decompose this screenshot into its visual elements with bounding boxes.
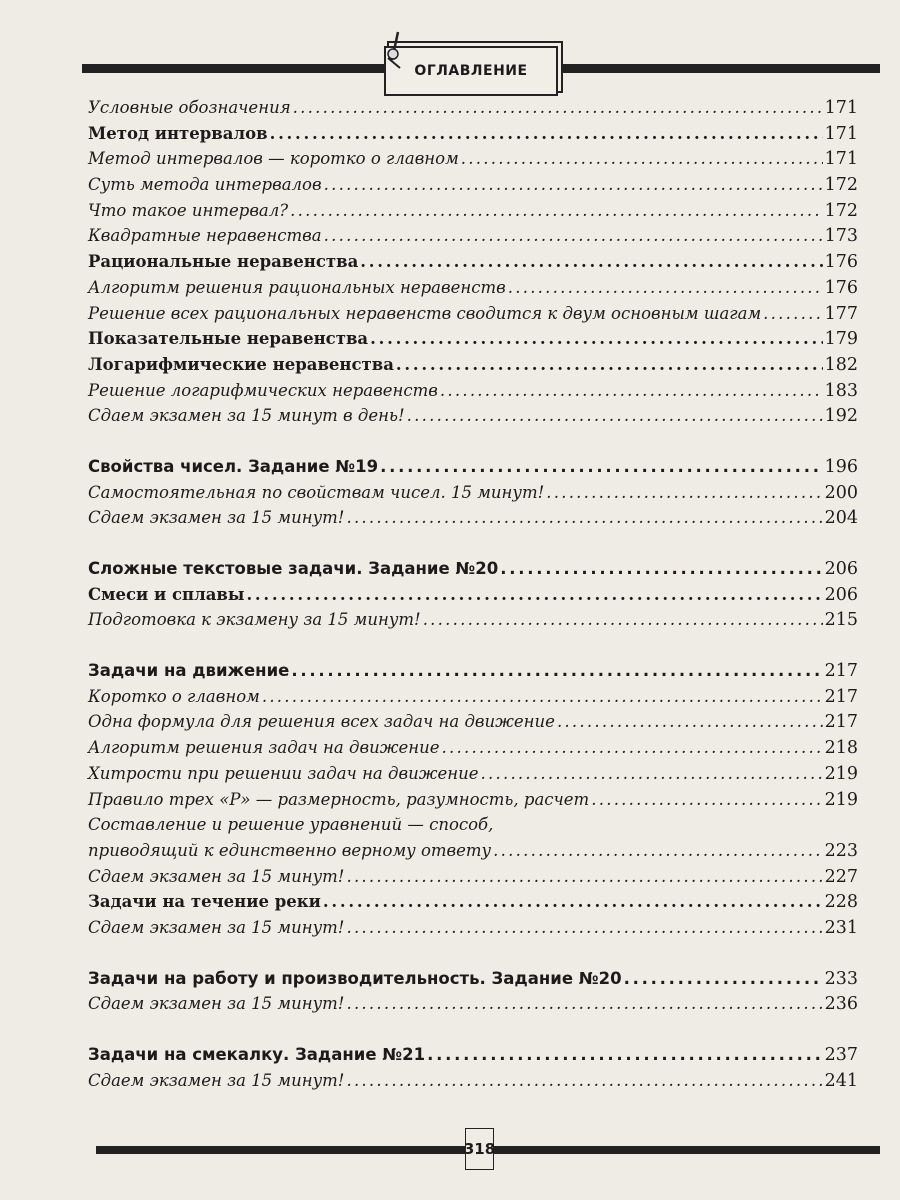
toc-section (88, 661, 858, 944)
toc-entry-page: 204 (824, 508, 858, 529)
toc-entry-page: 227 (824, 866, 858, 887)
toc-entry[interactable] (88, 867, 858, 893)
toc-entry[interactable] (88, 661, 858, 687)
toc-entry-title: Правило трех «Р» — размерность, разумность, расчет (88, 789, 590, 809)
dot-leader (440, 381, 823, 400)
toc-section (88, 457, 858, 534)
toc-entry-page: 228 (824, 892, 858, 913)
toc-entry-page: 171 (824, 98, 858, 118)
toc-entry-title: Сложные текстовые задачи. Задание №20 (88, 559, 499, 578)
toc-section (88, 969, 858, 1020)
toc-entry-title: Сдаем экзамен за 15 минут! (88, 994, 345, 1014)
toc-entry-title: Смеси и сплавы (88, 584, 245, 604)
toc-entry-title: Суть метода интервалов (88, 175, 322, 195)
dot-leader (346, 994, 822, 1013)
dot-leader (370, 329, 822, 348)
toc-entry-page: 223 (824, 840, 858, 861)
section-title-box (384, 46, 558, 96)
toc-entry[interactable] (88, 304, 858, 330)
toc-entry-title: Задачи на движение (88, 661, 290, 681)
toc-entry[interactable] (88, 508, 858, 534)
toc-entry-page: 171 (824, 123, 858, 144)
toc-entry-page: 171 (824, 149, 858, 170)
toc-entry[interactable] (88, 1045, 858, 1071)
dot-leader (763, 304, 822, 323)
dot-leader (324, 226, 823, 245)
dot-leader (323, 892, 823, 911)
dot-leader (346, 508, 822, 527)
toc-entry[interactable] (88, 457, 858, 483)
dot-leader (262, 687, 823, 706)
dot-leader (557, 712, 823, 731)
dot-leader (480, 764, 822, 783)
dot-leader (508, 278, 823, 297)
page-number-box (465, 1128, 494, 1170)
dot-leader (293, 98, 823, 117)
dot-leader (396, 355, 823, 374)
toc-entry-title: Сдаем экзамен за 15 минут в день! (88, 406, 405, 426)
toc-entry-title: приводящий к единственно верному ответу (88, 840, 492, 860)
toc-entry-title: Задачи на течение реки (88, 892, 321, 912)
toc-entry-title: Метод интервалов (88, 123, 268, 143)
toc-entry-page: 172 (824, 200, 858, 221)
toc-entry[interactable] (88, 790, 858, 816)
dot-leader (291, 661, 822, 680)
toc-entry-page: 233 (824, 968, 858, 989)
toc-entry-title-line: Составление и решение уравнений — способ, (88, 815, 494, 835)
dot-leader (324, 175, 823, 194)
toc-entry[interactable] (88, 175, 858, 201)
toc-entry[interactable] (88, 764, 858, 790)
section-title: ОГЛАВЛЕНИЕ (414, 63, 528, 79)
dot-leader (346, 1071, 822, 1090)
toc-entry[interactable] (88, 969, 858, 995)
toc-entry-title: Логарифмические неравенства (88, 354, 394, 374)
toc-entry[interactable] (88, 355, 858, 381)
toc-entry-title: Алгоритм решения рациональных неравенств (88, 277, 506, 297)
toc-entry[interactable] (88, 918, 858, 944)
toc-entry-title: Задачи на смекалку. Задание №21 (88, 1045, 426, 1064)
toc-entry-title: Решение логарифмических неравенств (88, 380, 438, 400)
toc-entry-page: 217 (824, 661, 858, 682)
toc-entry[interactable] (88, 149, 858, 175)
toc-entry-page: 183 (824, 380, 858, 401)
toc-entry-page: 200 (824, 482, 858, 503)
toc-entry-page: 206 (824, 584, 858, 605)
toc-entry-page: 192 (824, 406, 858, 427)
toc-entry-title: Квадратные неравенства (88, 226, 322, 246)
toc-entry[interactable] (88, 738, 858, 764)
toc-entry[interactable] (88, 483, 858, 509)
toc-entry-page: 173 (824, 226, 858, 247)
toc-entry-page: 218 (824, 738, 858, 759)
toc-entry-page: 206 (824, 559, 858, 579)
toc-entry-title: Алгоритм решения задач на движение (88, 738, 440, 758)
toc-entry-page: 217 (824, 712, 858, 733)
toc-entry-page: 196 (824, 456, 858, 477)
toc-entry-title: Метод интервалов — коротко о главном (88, 149, 459, 169)
toc-entry-title: Что такое интервал? (88, 200, 289, 220)
dot-leader (407, 406, 823, 425)
toc-entry-title: Хитрости при решении задач на движение (88, 763, 479, 783)
toc-entry-title: Задачи на работу и производительность. Задание №20 (88, 968, 622, 988)
toc-entry-title: Условные обозначения (88, 98, 291, 117)
dot-leader (591, 790, 822, 809)
dot-leader (360, 252, 822, 271)
toc-section (88, 98, 858, 432)
toc-entry-page: 182 (824, 354, 858, 375)
toc-entry[interactable] (88, 252, 858, 278)
toc-entry[interactable] (88, 124, 858, 150)
toc-entry-page: 179 (824, 329, 858, 350)
toc-entry[interactable] (88, 559, 858, 585)
toc-section (88, 1045, 858, 1096)
dot-leader (380, 457, 822, 476)
toc-entry-page: 172 (824, 175, 858, 196)
toc-entry-page: 237 (824, 1045, 858, 1065)
toc-entry[interactable] (88, 610, 858, 636)
toc-entry-title: Показательные неравенства (88, 329, 369, 349)
toc-entry[interactable] (88, 201, 858, 227)
toc-entry[interactable] (88, 381, 858, 407)
dot-leader (461, 149, 823, 168)
dot-leader (441, 738, 822, 757)
toc-entry[interactable] (88, 687, 858, 713)
dot-leader (423, 610, 823, 629)
toc-entry[interactable] (88, 892, 858, 918)
dot-leader (246, 585, 822, 604)
toc-entry[interactable] (88, 841, 858, 867)
toc-entry-page: 176 (824, 277, 858, 298)
toc-entry[interactable] (88, 1071, 858, 1097)
toc-entry[interactable] (88, 226, 858, 252)
toc-entry-page: 176 (824, 252, 858, 273)
toc-entry-title: Самостоятельная по свойствам чисел. 15 минут! (88, 482, 545, 502)
toc-entry-title: Одна формула для решения всех задач на движение (88, 712, 555, 732)
toc-entry[interactable] (88, 406, 858, 432)
dot-leader (427, 1045, 822, 1064)
toc-entry-title: Сдаем экзамен за 15 минут! (88, 866, 345, 886)
toc-entry-title: Свойства чисел. Задание №19 (88, 456, 379, 476)
dot-leader (624, 969, 823, 988)
toc-entry-title: Коротко о главном (88, 686, 260, 706)
toc-entry-title: Сдаем экзамен за 15 минут! (88, 1070, 345, 1090)
toc-entry-title: Подготовка к экзамену за 15 минут! (88, 610, 421, 630)
dot-leader (493, 841, 822, 860)
toc-entry-page: 241 (824, 1070, 858, 1091)
toc-section (88, 559, 858, 636)
toc-entry-title: Сдаем экзамен за 15 минут! (88, 917, 345, 937)
toc-entry-title: Решение всех рациональных неравенств сводится к двум основным шагам (88, 303, 762, 323)
toc-entry-page: 215 (824, 610, 858, 631)
pushpin-icon (380, 30, 410, 70)
toc-entry-page: 219 (824, 789, 858, 810)
toc-entry[interactable] (88, 585, 858, 611)
dot-leader (290, 201, 822, 220)
toc-entry-page: 236 (824, 994, 858, 1015)
toc-entry[interactable] (88, 329, 858, 355)
toc-entry-page: 219 (824, 763, 858, 784)
dot-leader (500, 559, 822, 578)
toc-entry[interactable] (88, 278, 858, 304)
toc-entry-title: Рациональные неравенства (88, 252, 359, 272)
toc-entry-page: 217 (824, 686, 858, 707)
dot-leader (546, 483, 822, 502)
toc-entry[interactable] (88, 712, 858, 738)
toc-entry-title: Сдаем экзамен за 15 минут! (88, 508, 345, 528)
toc-entry-page: 231 (824, 917, 858, 938)
dot-leader (346, 867, 822, 886)
dot-leader (346, 918, 822, 937)
toc-entry[interactable] (88, 994, 858, 1020)
dot-leader (270, 124, 823, 143)
page-number: 318 (463, 1140, 496, 1158)
table-of-contents (88, 98, 858, 1121)
toc-entry-page: 177 (824, 303, 858, 324)
toc-entry[interactable] (88, 98, 858, 124)
